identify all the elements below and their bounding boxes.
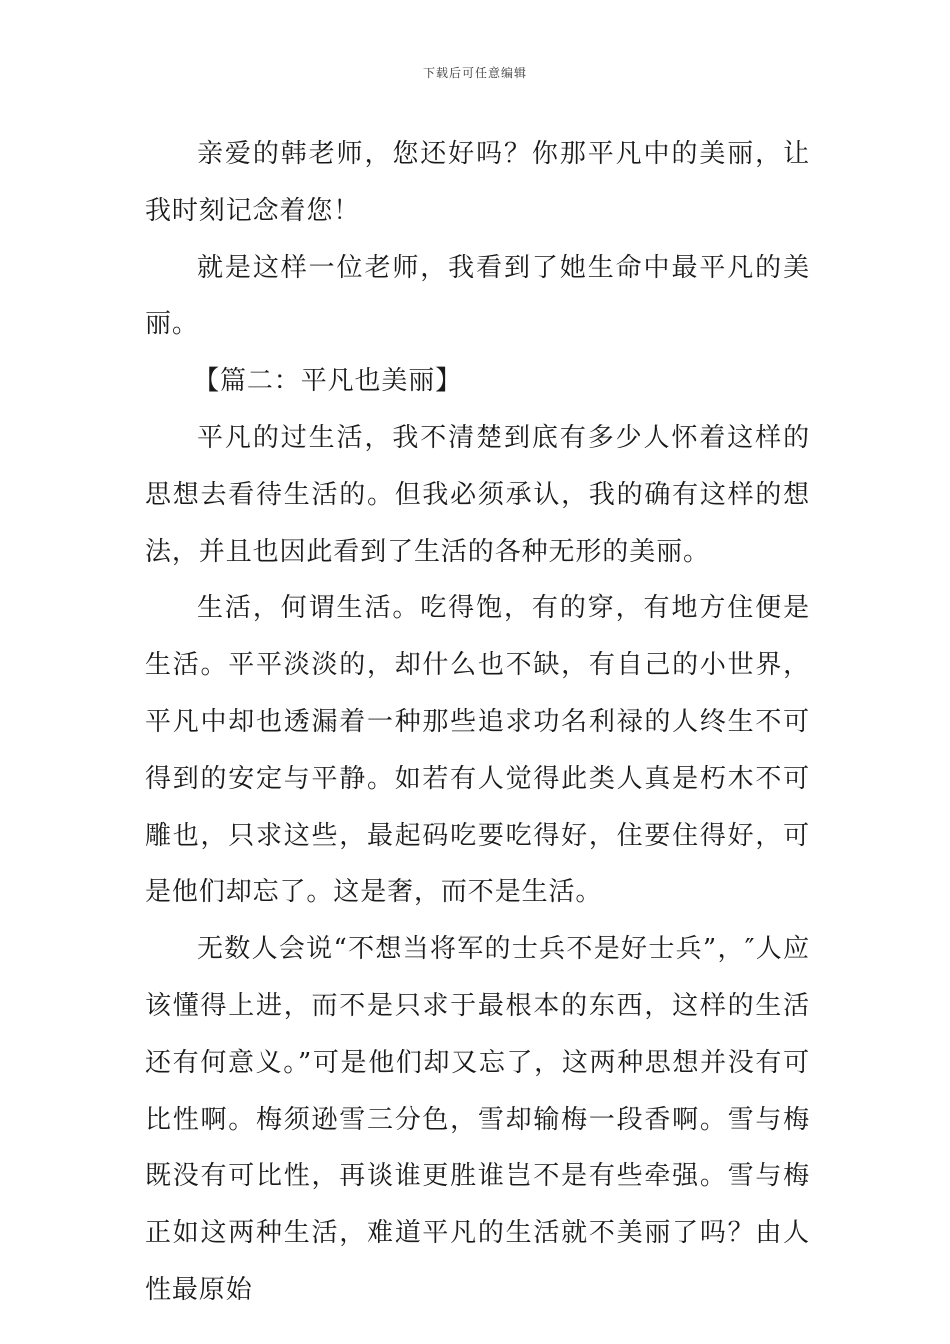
- paragraph: 就是这样一位老师，我看到了她生命中最平凡的美丽。: [145, 252, 810, 340]
- page-header: 下载后可任意编辑: [422, 66, 527, 80]
- paragraph: 生活，何谓生活。吃得饱，有的穿，有地方住便是生活。平平淡淡的，却什么也不缺，有自己的小世界，平凡中却也透漏着一种那些追求功名利禄的人终生不可得到的安定与平静。如若有人觉得此类人真是朽木不可雕也，只求这些，最起码吃要吃得好，住要住得好，可是他们却忘了。这是奢，而不是生活。: [145, 593, 810, 908]
- paragraph: 平凡的过生活，我不清楚到底有多少人怀着这样的思想去看待生活的。但我必须承认，我的确有这样的想法，并且也因此看到了生活的各种无形的美丽。: [145, 422, 810, 567]
- paragraph: 亲爱的韩老师，您还好吗？你那平凡中的美丽，让我时刻记念着您！: [145, 139, 810, 226]
- document-body: [145, 126, 810, 1319]
- paragraph: 无数人会说“不想当将军的士兵不是好士兵”，″人应该懂得上进，而不是只求于最根本的东西，这样的生活还有何意义。”可是他们却又忘了，这两种思想并没有可比性啊。梅须逊雪三分色，雪却输梅一段香啊。雪与梅既没有可比性，再谈谁更胜谁岂不是有些牵强。雪与梅正如这两种生活，难道平凡的生活就不美丽了吗？由人性最原始: [145, 934, 810, 1305]
- section-heading: 【篇二：平凡也美丽】: [193, 366, 463, 397]
